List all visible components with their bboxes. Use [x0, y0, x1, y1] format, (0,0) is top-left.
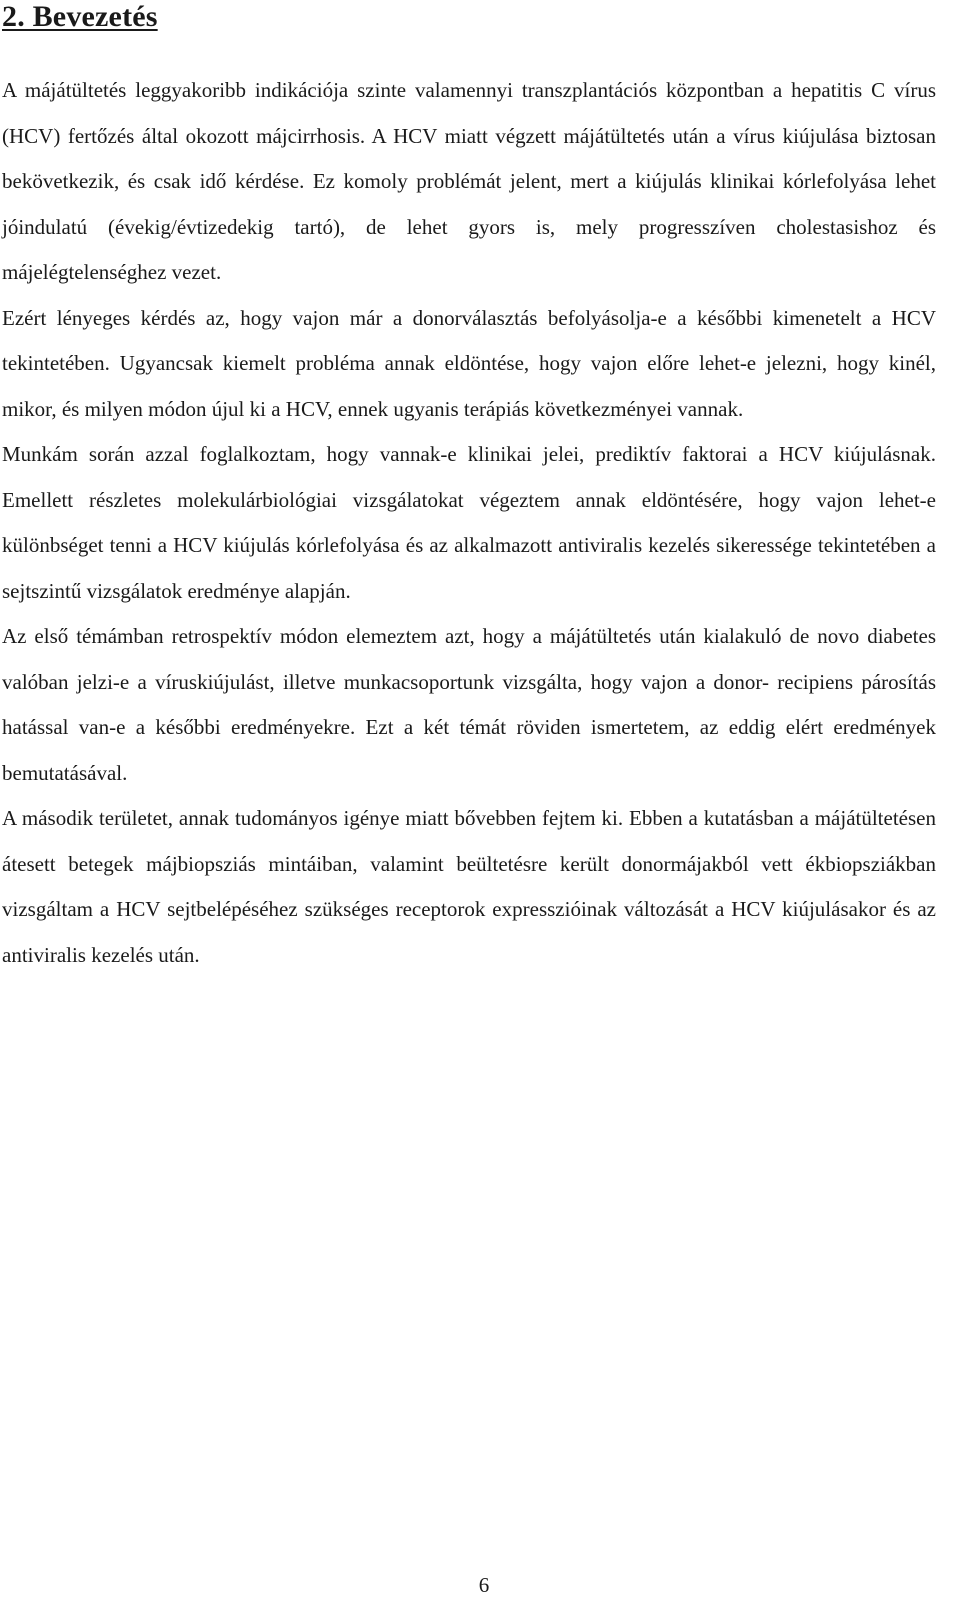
- paragraph-2: Ezért lényeges kérdés az, hogy vajon már a donorválasztás befolyásolja-e a későbbi kimenetelt a HCV tekintetében. Ugyancsak kiemelt probléma annak eldöntése, hogy vajon előre lehet-e jelezni, hogy kinél, mikor, és milyen módon újul ki a HCV, ennek ugyanis terápiás következményei vannak.: [2, 305, 936, 421]
- paragraph-4: Az első témámban retrospektív módon elemeztem azt, hogy a májátültetés után kialakuló de novo diabetes valóban jelzi-e a víruskiújulást, illetve munkacsoportunk vizsgálta, hogy vajon a donor- recipiens párosítás hatással van-e a későbbi eredményekre. Ezt a két témát röviden ismertetem, az eddig elért eredmények bemutatásával.: [2, 624, 936, 785]
- paragraph-1: A májátültetés leggyakoribb indikációja szinte valamennyi transzplantációs központban a hepatitis C vírus (HCV) fertőzés által okozott májcirrhosis. A HCV miatt végzett májátültetés után a vírus kiújulása biztosan bekövetkezik, és csak idő kérdése. Ez komoly problémát jelent, mert a kiújulás klinikai kórlefolyása lehet jóindulatú (évekig/évtizedekig tartó), de lehet gyors is, mely progresszíven cholestasishoz és májelégtelenséghez vezet.: [2, 78, 936, 284]
- document-page: [2, 0, 936, 967]
- paragraph-5: A második területet, annak tudományos igénye miatt bővebben fejtem ki. Ebben a kutatásban a májátültetésen átesett betegek májbiopsziás mintáiban, valamint beültetésre került donormájakból vett ékbiopsziákban vizsgáltam a HCV sejtbelépéséhez szükséges receptorok expresszióinak változását a HCV kiújulásakor és az antiviralis kezelés után.: [2, 806, 936, 967]
- page-number: 6: [478, 1573, 490, 1597]
- section-heading: 2. Bevezetés: [2, 0, 158, 33]
- paragraph-3: Munkám során azzal foglalkoztam, hogy vannak-e klinikai jelei, prediktív faktorai a HCV kiújulásnak. Emellett részletes molekulárbiológiai vizsgálatokat végeztem annak eldöntésére, hogy vajon lehet-e különbséget tenni a HCV kiújulás kórlefolyása és az alkalmazott antiviralis kezelés sikeressége tekintetében a sejtszintű vizsgálatok eredménye alapján.: [2, 442, 936, 603]
- body-text: [2, 68, 936, 978]
